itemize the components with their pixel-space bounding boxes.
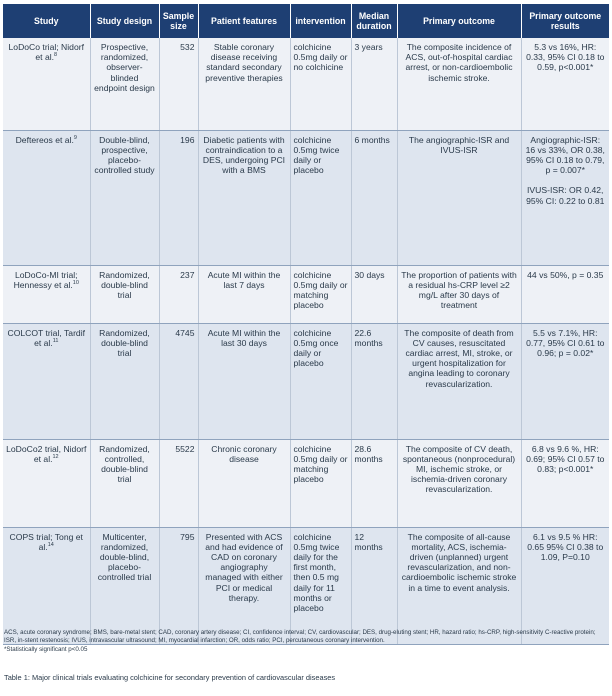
cell-design: Multicenter, randomized, double-blind, placebo-controlled trial — [90, 527, 159, 644]
table-row — [3, 265, 609, 323]
header-features: Patient features — [198, 4, 290, 38]
header-intervention: intervention — [290, 4, 351, 38]
cell-duration: 30 days — [351, 265, 397, 323]
cell-study — [3, 38, 90, 130]
cell-duration: 6 months — [351, 130, 397, 265]
cell-design: Prospective, randomized, observer-blinded endpoint design — [90, 38, 159, 130]
trials-table — [3, 4, 609, 645]
study-name: LoDoCo2 trial, Nidorf et al. — [6, 443, 87, 464]
cell-design: Randomized, double-blind trial — [90, 323, 159, 439]
cell-study — [3, 265, 90, 323]
header-results: Primary outcome results — [521, 4, 609, 38]
result-text: 6.8 vs 9.6 %, HR: 0.69; 95% CI 0.57 to 0.83; p<0.001* — [526, 443, 605, 474]
cell-features: Chronic coronary disease — [198, 439, 290, 527]
cell-design: Randomized, controlled, double-blind trial — [90, 439, 159, 527]
result-spacer — [525, 175, 607, 185]
study-name: LoDoCo-MI trial; Hennessy et al. — [13, 269, 78, 290]
cell-features: Acute MI within the last 7 days — [198, 265, 290, 323]
reference-number: 10 — [72, 279, 79, 286]
cell-results — [521, 323, 609, 439]
cell-features: Stable coronary disease receiving standard secondary preventive therapies — [198, 38, 290, 130]
cell-size: 196 — [159, 130, 198, 265]
header-duration: Median duration — [351, 4, 397, 38]
cell-size: 4745 — [159, 323, 198, 439]
footnote-significance: *Statistically significant p<0.05 — [4, 645, 88, 653]
cell-size: 532 — [159, 38, 198, 130]
header-outcome: Primary outcome — [397, 4, 521, 38]
table-row — [3, 439, 609, 527]
cell-features: Presented with ACS and had evidence of CAD on coronary angiography managed with either PCI or medical therapy. — [198, 527, 290, 644]
result-text: 44 vs 50%, p = 0.35 — [527, 269, 604, 280]
cell-intervention: colchicine 0.5mg twice daily for the first month, then 0.5 mg daily for 11 months or placebo — [290, 527, 351, 644]
cell-intervention: colchicine 0.5mg once daily or placebo — [290, 323, 351, 439]
study-name: COLCOT trial, Tardif et al. — [7, 327, 86, 348]
study-name: Deftereos et al. — [15, 134, 74, 145]
cell-features: Diabetic patients with contraindication to a DES, undergoing PCI with a BMS — [198, 130, 290, 265]
table-body — [3, 38, 609, 644]
result-text: Angiographic-ISR: 16 vs 33%, OR 0.38, 95% CI 0.18 to 0.79, p = 0.007* — [525, 134, 605, 176]
header-size: Sample size — [159, 4, 198, 38]
table-row — [3, 323, 609, 439]
footnote-abbreviations: ACS, acute coronary syndrome; BMS, bare-metal stent; CAD, coronary artery disease; CI, confidence interval; CV, cardiovascular; DES, drug-eluting stent; HR, hazard ratio; hs-CRP, high-sensitivity C-reactive protein; ISR, in-stent restenosis; IVUS, intravascular ultrasound; MI, myocardial infarction; OR, odds ratio; PCI, percutaneous coronary intervention. — [4, 629, 596, 645]
cell-outcome: The proportion of patients with a residual hs-CRP level ≥2 mg/L after 30 days of treatment — [397, 265, 521, 323]
cell-size: 237 — [159, 265, 198, 323]
cell-results — [521, 38, 609, 130]
table-row — [3, 38, 609, 130]
reference-number: 12 — [52, 453, 59, 460]
cell-study — [3, 323, 90, 439]
reference-number: 11 — [52, 337, 59, 344]
cell-size: 5522 — [159, 439, 198, 527]
cell-outcome: The composite incidence of ACS, out-of-hospital cardiac arrest, or non-cardioembolic ischemic stroke. — [397, 38, 521, 130]
table-row — [3, 130, 609, 265]
cell-study — [3, 130, 90, 265]
cell-results — [521, 527, 609, 644]
cell-study — [3, 439, 90, 527]
header-design: Study design — [90, 4, 159, 38]
reference-number: 9 — [73, 134, 77, 141]
cell-size: 795 — [159, 527, 198, 644]
study-name: LoDoCo trial; Nidorf et al. — [8, 42, 84, 63]
cell-duration: 28.6 months — [351, 439, 397, 527]
cell-duration: 12 months — [351, 527, 397, 644]
cell-features: Acute MI within the last 30 days — [198, 323, 290, 439]
reference-number: 8 — [54, 52, 58, 59]
cell-design: Randomized, double-blind trial — [90, 265, 159, 323]
result-text: 5.5 vs 7.1%, HR: 0.77, 95% CI 0.61 to 0.96; p = 0.02* — [526, 327, 605, 358]
table-caption: Table 1: Major clinical trials evaluating colchicine for secondary prevention of cardiovascular diseases — [4, 673, 336, 682]
cell-duration: 22.6 months — [351, 323, 397, 439]
cell-intervention: colchicine 0.5mg twice daily or placebo — [290, 130, 351, 265]
header-study: Study — [3, 4, 90, 38]
cell-outcome: The composite of death from CV causes, resuscitated cardiac arrest, MI, stroke, or urgent hospitalization for angina leading to coronary revascularization. — [397, 323, 521, 439]
cell-intervention: colchicine 0.5mg daily or no colchicine — [290, 38, 351, 130]
cell-results — [521, 265, 609, 323]
table-header — [3, 4, 609, 38]
table-row — [3, 527, 609, 644]
cell-duration: 3 years — [351, 38, 397, 130]
cell-design: Double-blind, prospective, placebo-controlled study — [90, 130, 159, 265]
result-text: IVUS-ISR: OR 0.42, 95% CI: 0.22 to 0.81 — [526, 185, 605, 206]
cell-results — [521, 439, 609, 527]
cell-results — [521, 130, 609, 265]
cell-intervention: colchicine 0.5mg daily or matching placebo — [290, 439, 351, 527]
footnotes — [4, 629, 608, 654]
result-text: 6.1 vs 9.5 % HR: 0.65 95% CI 0.38 to 1.09, P=0.10 — [527, 531, 604, 562]
cell-outcome: The composite of CV death, spontaneous (nonprocedural) MI, ischemic stroke, or ischemia-driven coronary revascularization. — [397, 439, 521, 527]
cell-outcome: The angiographic-ISR and IVUS-ISR — [397, 130, 521, 265]
reference-number: 14 — [47, 541, 54, 548]
cell-study — [3, 527, 90, 644]
study-name: COPS trial; Tong et al. — [9, 531, 83, 552]
cell-intervention: colchicine 0.5mg daily or matching placebo — [290, 265, 351, 323]
cell-outcome: The composite of all-cause mortality, ACS, ischemia-driven (unplanned) urgent revascularization, and non-cardioembolic ischemic stroke in a time to event analysis. — [397, 527, 521, 644]
result-text: 5.3 vs 16%, HR: 0.33, 95% CI 0.18 to 0.59, p<0.001* — [526, 42, 605, 73]
